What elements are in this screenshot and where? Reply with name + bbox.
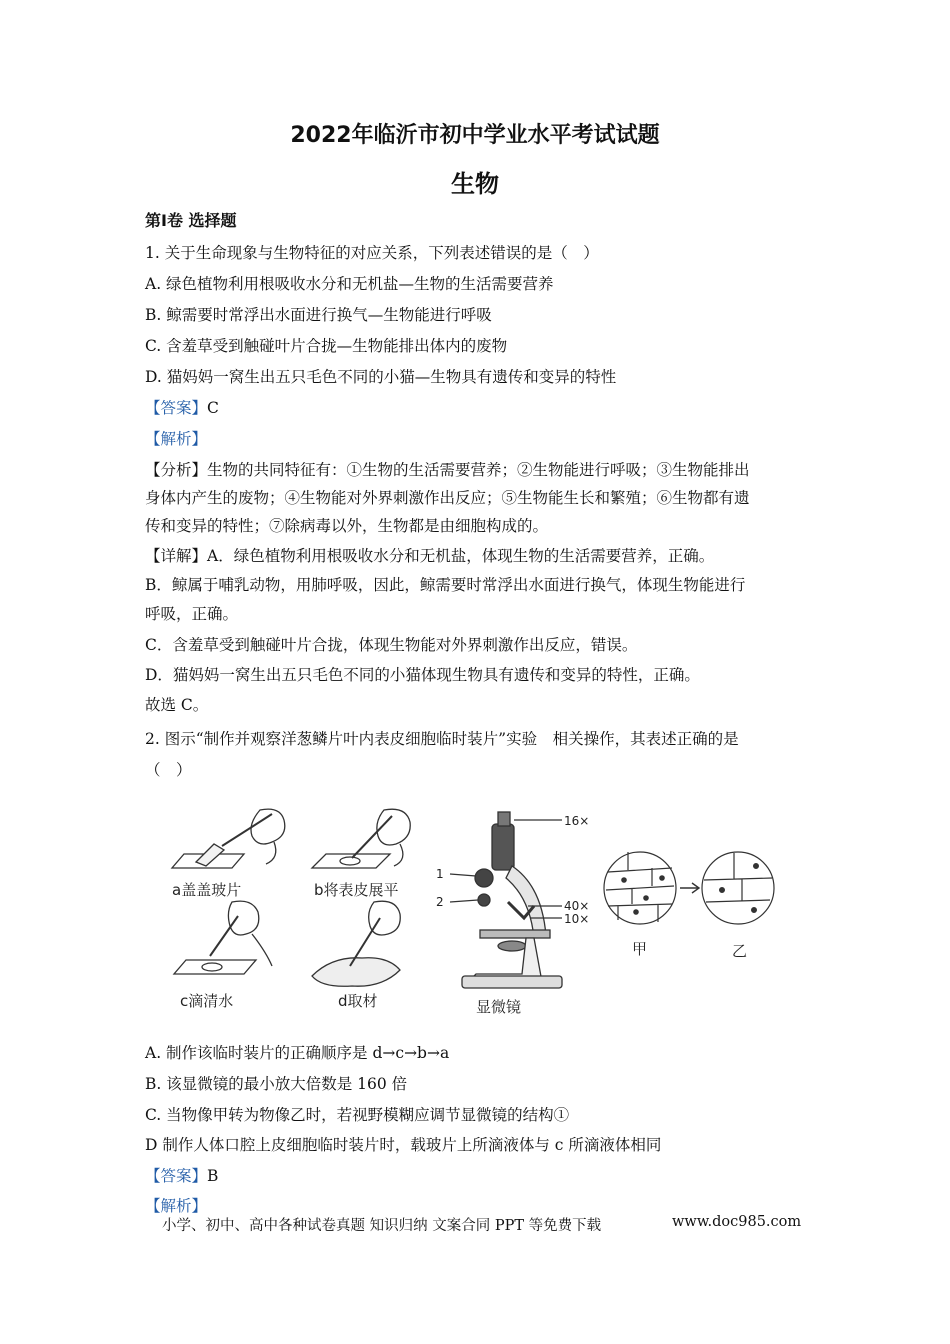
label-jia: 甲 — [632, 940, 648, 958]
q1-xiangjie-line-2: B．鲸属于哺乳动物，用肺呼吸，因此，鲸需要时常浮出水面进行换气，体现生物能进行 — [145, 576, 746, 594]
xiangjie-text-1: A．绿色植物利用根吸收水分和无机盐，体现生物的生活需要营养，正确。 — [207, 547, 715, 565]
label-a: a盖盖玻片 — [172, 881, 242, 899]
label-microscope: 显微镜 — [476, 998, 522, 1016]
microscope-illustration — [450, 812, 562, 988]
cells-view-jia — [604, 852, 676, 924]
cover-slip-illustration — [172, 809, 285, 868]
q2-option-b: B. 该显微镜的最小放大倍数是 160 倍 — [145, 1075, 408, 1093]
spread-epidermis-illustration — [312, 809, 410, 868]
cells-view-yi — [702, 852, 774, 924]
fenxi-tag: 【分析】 — [145, 461, 208, 479]
label-d: d取材 — [338, 992, 378, 1010]
answer-tag: 【答案】 — [145, 1167, 208, 1185]
arrow-icon — [680, 883, 699, 893]
q1-option-a: A. 绿色植物利用根吸收水分和无机盐—生物的生活需要营养 — [145, 275, 554, 293]
q1-xiangjie-line-3: 呼吸，正确。 — [145, 605, 239, 623]
label-b: b将表皮展平 — [314, 881, 399, 899]
label-1: 1 — [436, 867, 444, 881]
q1-xiangjie-line-1 — [145, 544, 714, 566]
answer-value: B — [207, 1167, 219, 1185]
q2-option-a: A. 制作该临时装片的正确顺序是 d→c→b→a — [145, 1044, 450, 1062]
q1-xiangjie-line-4: C．含羞草受到触碰叶片合拢，体现生物能对外界刺激作出反应，错误。 — [145, 636, 638, 654]
q1-analysis-tag: 【解析】 — [145, 430, 208, 448]
experiment-figure — [162, 806, 802, 1032]
fenxi-text-1: 生物的共同特征有：①生物的生活需要营养；②生物能进行呼吸；③生物能排出 — [207, 461, 750, 479]
q1-xiangjie-line-5: D．猫妈妈一窝生出五只毛色不同的小猫体现生物具有遗传和变异的特性，正确。 — [145, 666, 700, 684]
q2-analysis-tag: 【解析】 — [145, 1197, 208, 1215]
q1-fenxi-line-3: 传和变异的特性；⑦除病毒以外，生物都是由细胞构成的。 — [145, 517, 549, 535]
answer-tag: 【答案】 — [145, 399, 208, 417]
xiangjie-tag: 【详解】 — [145, 547, 208, 565]
exam-title: 2022年临沂市初中学业水平考试试题 — [290, 123, 660, 148]
label-10x: 10× — [564, 912, 590, 926]
label-16x: 16× — [564, 814, 590, 828]
label-40x: 40× — [564, 899, 590, 913]
q2-answer — [145, 1164, 218, 1186]
q2-stem: 2. 图示“制作并观察洋葱鳞片叶内表皮细胞临时装片”实验 相关操作，其表述正确的是 — [145, 730, 739, 748]
q1-answer — [145, 396, 219, 418]
section-heading: 第Ⅰ卷 选择题 — [145, 211, 237, 230]
q1-option-b: B. 鲸需要时常浮出水面进行换气—生物能进行呼吸 — [145, 306, 492, 324]
q1-fenxi-line-2: 身体内产生的废物；④生物能对外界刺激作出反应；⑤生物能生长和繁殖；⑥生物都有遗 — [145, 489, 750, 507]
q1-stem: 1. 关于生命现象与生物特征的对应关系，下列表述错误的是（ ） — [145, 244, 599, 262]
label-yi: 乙 — [732, 942, 748, 960]
drip-water-illustration — [174, 901, 272, 974]
footer-text: 小学、初中、高中各种试卷真题 知识归纳 文案合同 PPT 等免费下载 — [162, 1218, 602, 1234]
q1-conclusion: 故选 C。 — [145, 696, 209, 714]
answer-value: C — [207, 399, 219, 417]
page-footer — [162, 1214, 802, 1235]
q2-option-c: C. 当物像甲转为物像乙时，若视野模糊应调节显微镜的结构① — [145, 1106, 570, 1124]
q1-option-c: C. 含羞草受到触碰叶片合拢—生物能排出体内的废物 — [145, 337, 508, 355]
footer-url[interactable]: www.doc985.com — [672, 1214, 802, 1230]
q1-option-d: D. 猫妈妈一窝生出五只毛色不同的小猫—生物具有遗传和变异的特性 — [145, 368, 617, 386]
take-material-illustration — [312, 901, 400, 986]
label-2: 2 — [436, 895, 444, 909]
q1-fenxi-line-1 — [145, 458, 750, 480]
q2-stem-cont: （ ） — [145, 761, 192, 779]
label-c: c滴清水 — [180, 992, 234, 1010]
q2-option-d: D 制作人体口腔上皮细胞临时装片时，载玻片上所滴液体与 c 所滴液体相同 — [145, 1136, 662, 1154]
subject-title: 生物 — [451, 170, 499, 198]
